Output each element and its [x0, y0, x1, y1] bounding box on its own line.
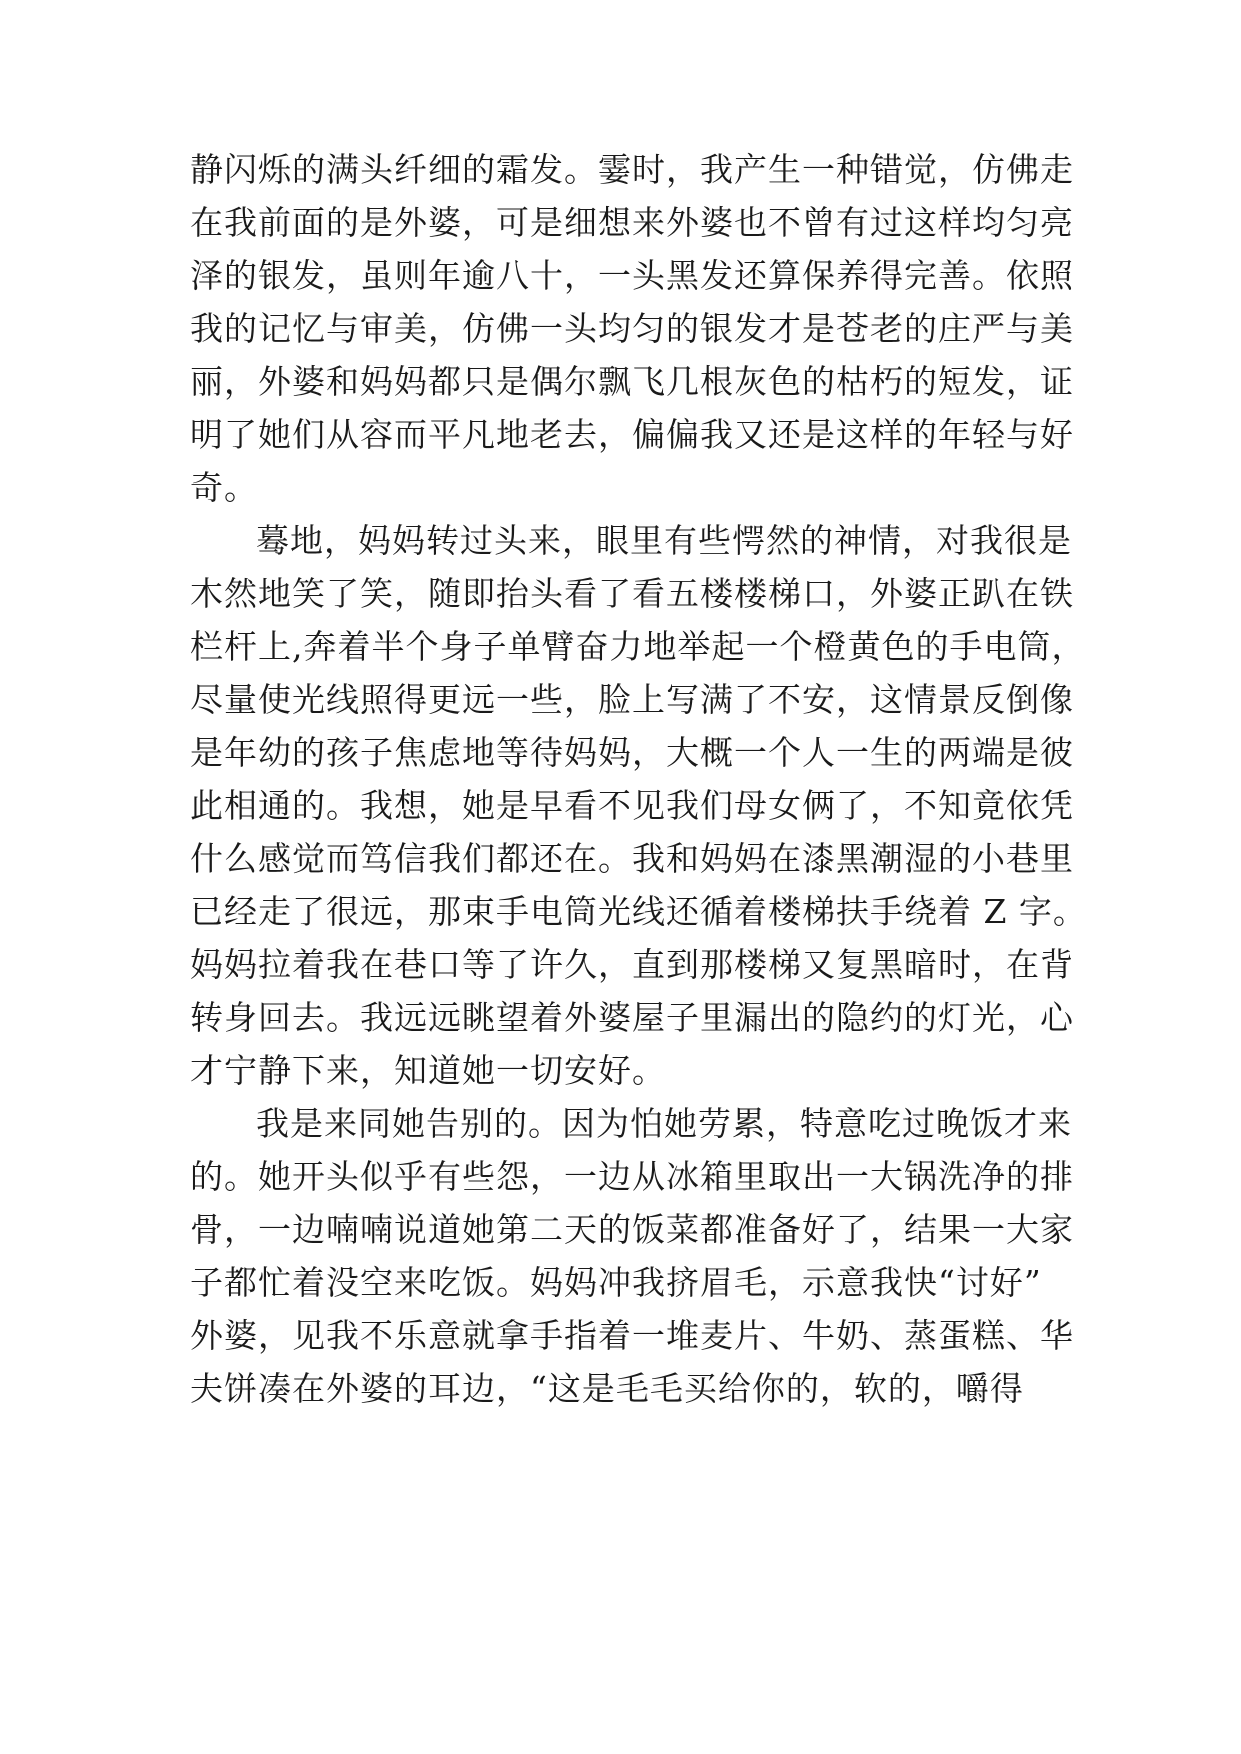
- text-line: 才宁静下来，知道她一切安好。: [190, 1051, 666, 1090]
- text-line: 什么感觉而笃信我们都还在。我和妈妈在漆黑潮湿的小巷里: [190, 839, 1074, 878]
- text-line: 已经走了很远，那束手电筒光线还循着楼梯扶手绕着 Z 字。: [190, 892, 1087, 931]
- text-line: 转身回去。我远远眺望着外婆屋子里漏出的隐约的灯光，心: [190, 998, 1074, 1037]
- text-line: 静闪烁的满头纤细的霜发。霎时，我产生一种错觉，仿佛走: [190, 150, 1074, 189]
- text-line: 骨，一边喃喃说道她第二天的饭菜都准备好了，结果一大家: [190, 1210, 1074, 1249]
- text-line: 外婆，见我不乐意就拿手指着一堆麦片、牛奶、蒸蛋糕、华: [190, 1316, 1074, 1355]
- text-line: 的。她开头似乎有些怨，一边从冰箱里取出一大锅洗净的排: [190, 1157, 1074, 1196]
- text-line: 在我前面的是外婆，可是细想来外婆也不曾有过这样均匀亮: [190, 203, 1074, 242]
- text-line: 尽量使光线照得更远一些，脸上写满了不安，这情景反倒像: [190, 680, 1074, 719]
- text-line: 奇。: [190, 468, 258, 507]
- text-line: 丽，外婆和妈妈都只是偶尔飘飞几根灰色的枯朽的短发，证: [190, 362, 1074, 401]
- text-line: 妈妈拉着我在巷口等了许久，直到那楼梯又复黑暗时，在背: [190, 945, 1074, 984]
- text-line: 木然地笑了笑，随即抬头看了看五楼楼梯口，外婆正趴在铁: [190, 574, 1074, 613]
- text-line: 是年幼的孩子焦虑地等待妈妈，大概一个人一生的两端是彼: [190, 733, 1074, 772]
- text-line: 夫饼凑在外婆的耳边，“这是毛毛买给你的，软的，嚼得: [190, 1369, 1024, 1408]
- text-line: 泽的银发，虽则年逾八十，一头黑发还算保养得完善。依照: [190, 256, 1074, 295]
- paragraph-first-line: 我是来同她告别的。因为怕她劳累，特意吃过晚饭才来: [256, 1104, 1072, 1143]
- text-line: 子都忙着没空来吃饭。妈妈冲我挤眉毛，示意我快“讨好”: [190, 1263, 1042, 1302]
- text-line: 栏杆上,奔着半个身子单臂奋力地举起一个橙黄色的手电筒，: [190, 627, 1086, 666]
- text-line: 我的记忆与审美，仿佛一头均匀的银发才是苍老的庄严与美: [190, 309, 1074, 348]
- paragraph-first-line: 蓦地，妈妈转过头来，眼里有些愕然的神情，对我很是: [256, 521, 1072, 560]
- text-line: 此相通的。我想，她是早看不见我们母女俩了，不知竟依凭: [190, 786, 1074, 825]
- text-line: 明了她们从容而平凡地老去，偏偏我又还是这样的年轻与好: [190, 415, 1074, 454]
